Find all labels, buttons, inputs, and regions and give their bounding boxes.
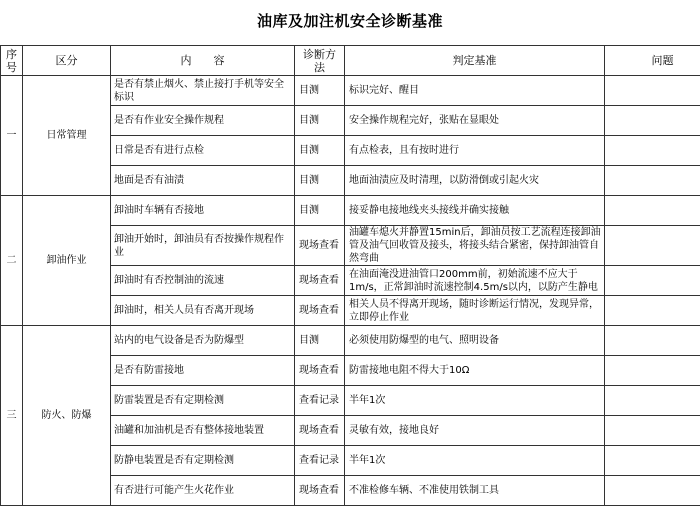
header-method: 诊断方法 [295, 46, 345, 76]
item-content: 防雷装置是否有定期检测 [111, 386, 295, 416]
item-standard: 半年1次 [345, 386, 605, 416]
item-content: 油罐和加油机是否有整体接地装置 [111, 416, 295, 446]
item-content: 卸油时车辆有否接地 [111, 196, 295, 226]
section-category: 防火、防爆 [23, 326, 111, 506]
item-issue-cell[interactable] [605, 416, 700, 446]
header-issue: 问题 [605, 46, 700, 76]
section-index: 一 [1, 76, 23, 196]
item-standard: 必须使用防爆型的电气、照明设备 [345, 326, 605, 356]
table-row [1, 326, 700, 356]
item-issue-cell[interactable] [605, 476, 700, 506]
item-method: 现场查看 [295, 296, 345, 326]
item-standard: 标识完好、醒目 [345, 76, 605, 106]
header-content: 内 容 [111, 46, 295, 76]
section-index: 二 [1, 196, 23, 326]
item-issue-cell[interactable] [605, 226, 700, 266]
item-standard: 半年1次 [345, 446, 605, 476]
item-standard: 地面油渍应及时清理，以防滑倒或引起火灾 [345, 166, 605, 196]
item-method: 目测 [295, 76, 345, 106]
header-category: 区分 [23, 46, 111, 76]
item-standard: 灵敏有效，接地良好 [345, 416, 605, 446]
item-content: 有否进行可能产生火花作业 [111, 476, 295, 506]
item-content: 是否有作业安全操作规程 [111, 106, 295, 136]
item-issue-cell[interactable] [605, 106, 700, 136]
item-content: 防静电装置是否有定期检测 [111, 446, 295, 476]
table-row [1, 76, 700, 106]
item-method: 现场查看 [295, 476, 345, 506]
item-method: 目测 [295, 166, 345, 196]
item-content: 日常是否有进行点检 [111, 136, 295, 166]
item-standard: 在油面淹没进油管口200mm前，初始流速不应大于1m/s，正常卸油时流速控制4.5m/s以内，以防产生静电 [345, 266, 605, 296]
item-standard: 油罐车熄火并静置15min后，卸油员按工艺流程连接卸油管及油气回收管及接头，将接头结合紧密，保持卸油管自然弯曲 [345, 226, 605, 266]
item-content: 是否有禁止烟火、禁止接打手机等安全标识 [111, 76, 295, 106]
item-content: 卸油开始时，卸油员有否按操作规程作业 [111, 226, 295, 266]
item-method: 现场查看 [295, 356, 345, 386]
item-content: 地面是否有油渍 [111, 166, 295, 196]
item-issue-cell[interactable] [605, 326, 700, 356]
table-row [1, 196, 700, 226]
item-method: 查看记录 [295, 386, 345, 416]
item-method: 查看记录 [295, 446, 345, 476]
item-content: 站内的电气设备是否为防爆型 [111, 326, 295, 356]
item-issue-cell[interactable] [605, 386, 700, 416]
item-issue-cell[interactable] [605, 76, 700, 106]
item-issue-cell[interactable] [605, 166, 700, 196]
header-standard: 判定基准 [345, 46, 605, 76]
item-issue-cell[interactable] [605, 196, 700, 226]
section-category: 卸油作业 [23, 196, 111, 326]
header-index: 序号 [1, 46, 23, 76]
item-method: 现场查看 [295, 266, 345, 296]
item-standard: 相关人员不得离开现场，随时诊断运行情况，发现异常，立即停止作业 [345, 296, 605, 326]
item-content: 卸油时，相关人员有否离开现场 [111, 296, 295, 326]
item-issue-cell[interactable] [605, 136, 700, 166]
item-method: 目测 [295, 136, 345, 166]
item-standard: 有点检表，且有按时进行 [345, 136, 605, 166]
item-standard: 安全操作规程完好，张贴在显眼处 [345, 106, 605, 136]
item-content: 卸油时有否控制油的流速 [111, 266, 295, 296]
item-content: 是否有防雷接地 [111, 356, 295, 386]
section-category: 日常管理 [23, 76, 111, 196]
item-issue-cell[interactable] [605, 266, 700, 296]
item-issue-cell[interactable] [605, 446, 700, 476]
item-method: 现场查看 [295, 226, 345, 266]
item-issue-cell[interactable] [605, 296, 700, 326]
header-row [1, 46, 700, 76]
item-method: 目测 [295, 326, 345, 356]
section-index: 三 [1, 326, 23, 506]
diagnosis-table [0, 45, 700, 506]
item-issue-cell[interactable] [605, 356, 700, 386]
item-standard: 防雷接地电阻不得大于10Ω [345, 356, 605, 386]
item-standard: 不准检修车辆、不准使用铁制工具 [345, 476, 605, 506]
item-standard: 接妥静电接地线夹头接线并确实接触 [345, 196, 605, 226]
item-method: 目测 [295, 196, 345, 226]
page-title: 油库及加注机安全诊断基准 [0, 10, 700, 31]
item-method: 现场查看 [295, 416, 345, 446]
item-method: 目测 [295, 106, 345, 136]
